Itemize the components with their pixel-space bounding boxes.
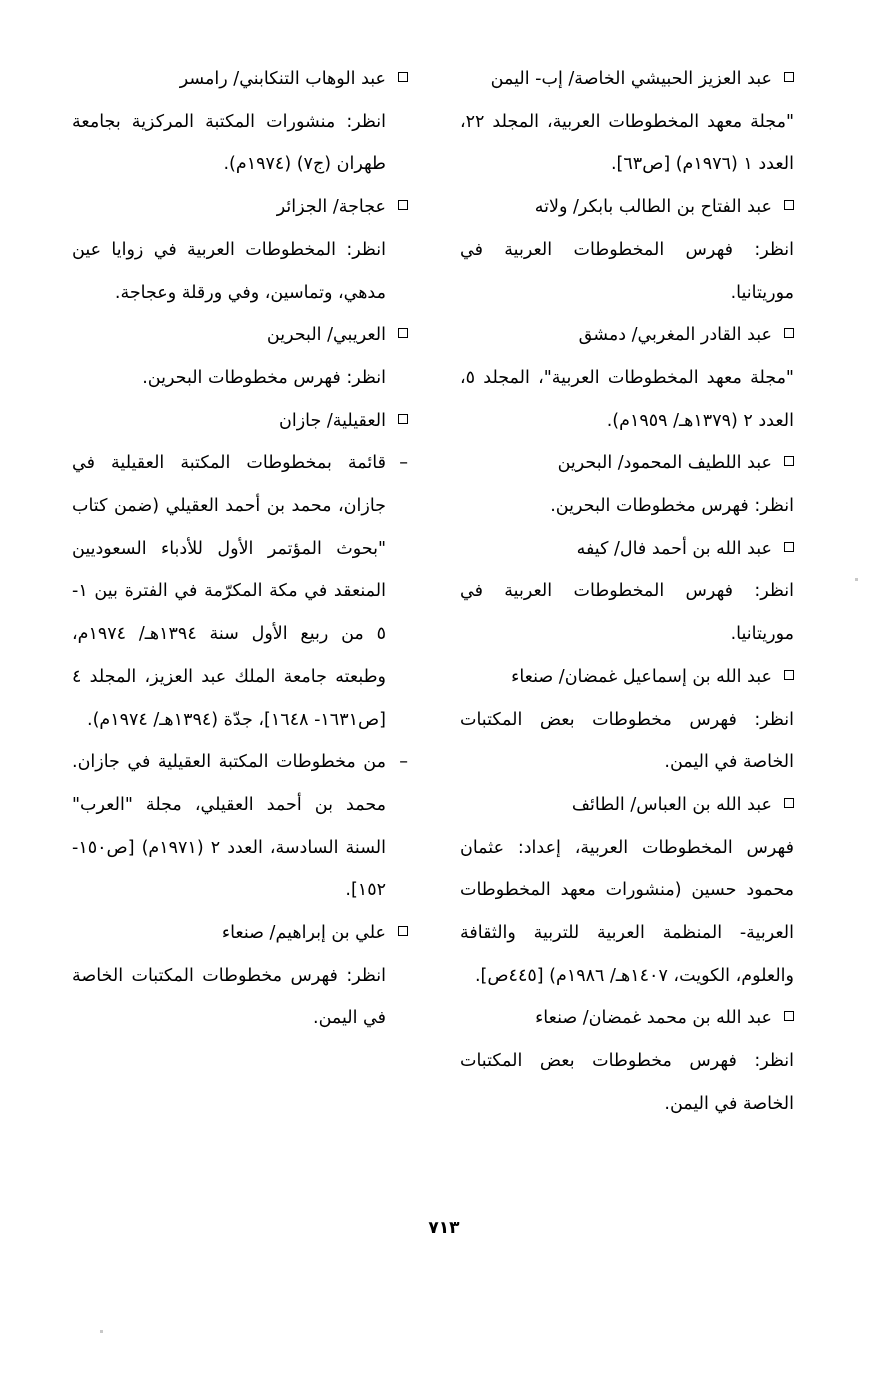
library-entry bbox=[460, 186, 794, 314]
entry-note: انظر: فهرس مخطوطات البحرين. bbox=[142, 367, 386, 388]
entry-note: "مجلة معهد المخطوطات العربية"، المجلد ٥، العدد ٢ (١٣٧٩هـ/ ١٩٥٩م). bbox=[460, 367, 794, 431]
scan-speck bbox=[100, 1330, 103, 1333]
reference-text: من مخطوطات المكتبة العقيلية في جازان. محمد بن أحمد العقيلي، مجلة "العرب" السنة السادسة، العدد ٢ (١٩٧١م) [ص١٥٠- ١٥٢]. bbox=[72, 752, 386, 901]
entry-heading: عبد العزيز الحبيشي الخاصة/ إب- اليمن bbox=[490, 69, 772, 89]
checkbox-square-icon bbox=[784, 1011, 794, 1021]
checkbox-square-icon bbox=[784, 670, 794, 680]
entry-note: انظر: فهرس مخطوطات بعض المكتبات الخاصة في اليمن. bbox=[460, 1051, 794, 1114]
checkbox-square-icon bbox=[398, 72, 408, 82]
dash-bullet: – bbox=[399, 752, 408, 773]
library-entry bbox=[460, 656, 794, 784]
entry-note: انظر: منشورات المكتبة المركزية بجامعة طهران (ج٧) (١٩٧٤م). bbox=[72, 111, 386, 175]
checkbox-square-icon bbox=[398, 926, 408, 936]
library-entry bbox=[72, 314, 408, 399]
right-column bbox=[460, 58, 794, 1126]
entry-note: "مجلة معهد المخطوطات العربية، المجلد ٢٢، العدد ١ (١٩٧٦م) [ص٦٣]. bbox=[460, 111, 794, 175]
page-number: ٧١٣ bbox=[428, 1218, 460, 1238]
checkbox-square-icon bbox=[784, 200, 794, 210]
checkbox-square-icon bbox=[784, 542, 794, 552]
entry-note: انظر: فهرس مخطوطات البحرين. bbox=[550, 496, 794, 517]
entry-note: انظر: فهرس المخطوطات العربية في موريتانيا. bbox=[460, 239, 794, 303]
checkbox-square-icon bbox=[398, 200, 408, 210]
entry-heading: العقيلية/ جازان bbox=[279, 410, 386, 431]
library-entry bbox=[460, 58, 794, 186]
checkbox-square-icon bbox=[784, 72, 794, 82]
reference-text: قائمة بمخطوطات المكتبة العقيلية في جازان، محمد بن أحمد العقيلي (ضمن كتاب "بحوث المؤتمر الأول للأدباء السعوديين المنعقد في مكة المكرّمة في الفترة بين ١- ٥ من ربيع الأول سنة ١٣٩٤هـ/ ١٩٧٤م، وطبعته جامعة الملك عبد العزيز، المجلد ٤ [ص١٦٣١- ١٦٤٨]، جدّة (١٣٩٤هـ/ ١٩٧٤م). bbox=[72, 453, 386, 730]
entry-note: انظر: فهرس مخطوطات المكتبات الخاصة في اليمن. bbox=[72, 965, 386, 1029]
entry-heading: عبد الله بن العباس/ الطائف bbox=[571, 794, 772, 815]
entry-heading: عبد اللطيف المحمود/ البحرين bbox=[557, 453, 772, 474]
entry-note: انظر: فهرس المخطوطات العربية في موريتانيا. bbox=[460, 581, 794, 645]
entry-heading: عبد الله بن أحمد فال/ كيفه bbox=[576, 538, 772, 559]
entry-heading: عبد القادر المغربي/ دمشق bbox=[578, 325, 772, 346]
library-entry bbox=[460, 442, 794, 527]
entry-heading: العريبي/ البحرين bbox=[266, 325, 386, 346]
entry-heading: عجاجة/ الجزائر bbox=[276, 197, 386, 218]
library-entry bbox=[460, 997, 794, 1125]
library-entry bbox=[72, 186, 408, 314]
library-entry bbox=[72, 58, 408, 186]
checkbox-square-icon bbox=[398, 414, 408, 424]
checkbox-square-icon bbox=[398, 328, 408, 338]
library-entry bbox=[72, 912, 408, 1040]
entry-note: انظر: المخطوطات العربية في زوايا عين مدهي، وتماسين، وفي ورقلة وعجاجة. bbox=[72, 239, 386, 303]
reference-item bbox=[72, 442, 408, 741]
reference-item bbox=[72, 741, 408, 912]
checkbox-square-icon bbox=[784, 328, 794, 338]
entry-heading: عبد الله بن محمد غمضان/ صنعاء bbox=[535, 1008, 772, 1029]
entry-note: انظر: فهرس مخطوطات بعض المكتبات الخاصة في اليمن. bbox=[460, 709, 794, 773]
entry-note: فهرس المخطوطات العربية، إعداد: عثمان محمود حسين (منشورات معهد المخطوطات العربية- المنظمة العربية للتربية والثقافة والعلوم، الكويت، ١٤٠٧هـ/ ١٩٨٦م) [٤٤٥ص]. bbox=[460, 837, 794, 986]
dash-bullet: – bbox=[399, 453, 408, 474]
library-entry bbox=[460, 528, 794, 656]
checkbox-square-icon bbox=[784, 798, 794, 808]
checkbox-square-icon bbox=[784, 456, 794, 466]
entry-heading: عبد الفتاح بن الطالب بابكر/ ولاته bbox=[534, 197, 772, 218]
left-column bbox=[72, 58, 408, 1040]
entry-heading: عبد الله بن إسماعيل غمضان/ صنعاء bbox=[511, 666, 772, 687]
scan-speck bbox=[855, 578, 858, 581]
library-entry bbox=[460, 784, 794, 998]
library-entry bbox=[460, 314, 794, 442]
entry-heading: عبد الوهاب التنكابني/ رامسر bbox=[179, 69, 386, 89]
library-entry bbox=[72, 400, 408, 443]
entry-heading: علي بن إبراهيم/ صنعاء bbox=[221, 923, 386, 944]
